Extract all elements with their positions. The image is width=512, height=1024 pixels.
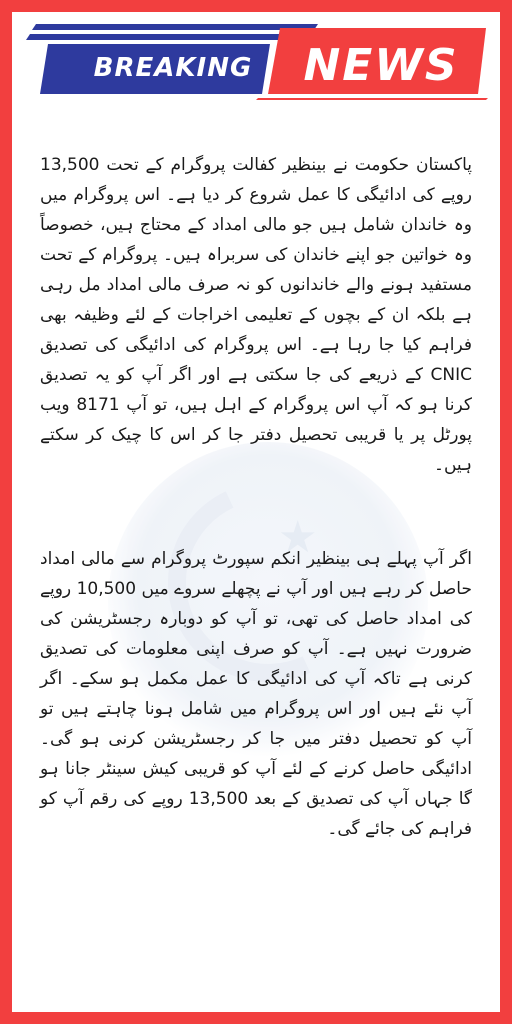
blue-stripe-middle <box>26 34 314 40</box>
breaking-news-banner <box>18 14 494 100</box>
news-label: NEWS <box>303 39 459 91</box>
article-paragraph-2: اگر آپ پہلے ہی بینظیر انکم سپورٹ پروگرام سے مالی امداد حاصل کر رہے ہیں اور آپ نے پچھلے سروے میں 10,500 روپے کی امداد حاصل کی تھی، تو آپ کو دوبارہ رجسٹریشن کی ضرورت نہیں ہے۔ آپ کو صرف اپنی معلومات کی تصدیق کرنی ہے تاکہ آپ کی ادائیگی کا عمل مکمل ہو سکے۔ اگر آپ نئے ہیں اور اس پروگرام میں شامل ہونا چاہتے ہیں تو آپ کو تحصیل دفتر میں جا کر رجسٹریشن کرنی ہو گی۔ ادائیگی حاصل کرنے کے لئے آپ کو قریبی کیش سینٹر جانا ہو گا جہاں آپ کی تصدیق کے بعد 13,500 روپے کی رقم آپ کو فراہم کی جائے گی۔ <box>40 549 472 839</box>
blue-stripe-top <box>32 24 318 30</box>
star-icon: ★ <box>278 512 318 563</box>
article-paragraph-1: پاکستان حکومت نے بینظیر کفالت پروگرام کے تحت 13,500 روپے کی ادائیگی کا عمل شروع کر دیا ہے۔ اس پروگرام میں وہ خاندان شامل ہیں جو مالی امداد کے محتاج ہیں، خصوصاً وہ خواتین جو اپنے خاندان کی سربراہ ہیں۔ پروگرام کے تحت مستفید ہونے والے خاندانوں کو نہ صرف مالی امداد مل رہی ہے بلکہ ان کے بچوں کے تعلیمی اخراجات کے لئے وظیفہ بھی فراہم کیا جا رہا ہے۔ اس پروگرام کی ادائیگی کی تصدیق CNIC کے ذریعے کی جا سکتی ہے اور اگر آپ کو یہ تصدیق کرنا ہو کہ آپ اس پروگرام کے اہل ہیں، تو آپ 8171 ویب پورٹل پر یا قریبی تحصیل دفتر جا کر اس کا چیک کر سکتے ہیں۔ <box>40 155 472 475</box>
article-body <box>40 150 472 844</box>
red-stripe-bottom <box>256 98 488 100</box>
breaking-label: BREAKING <box>93 53 253 83</box>
